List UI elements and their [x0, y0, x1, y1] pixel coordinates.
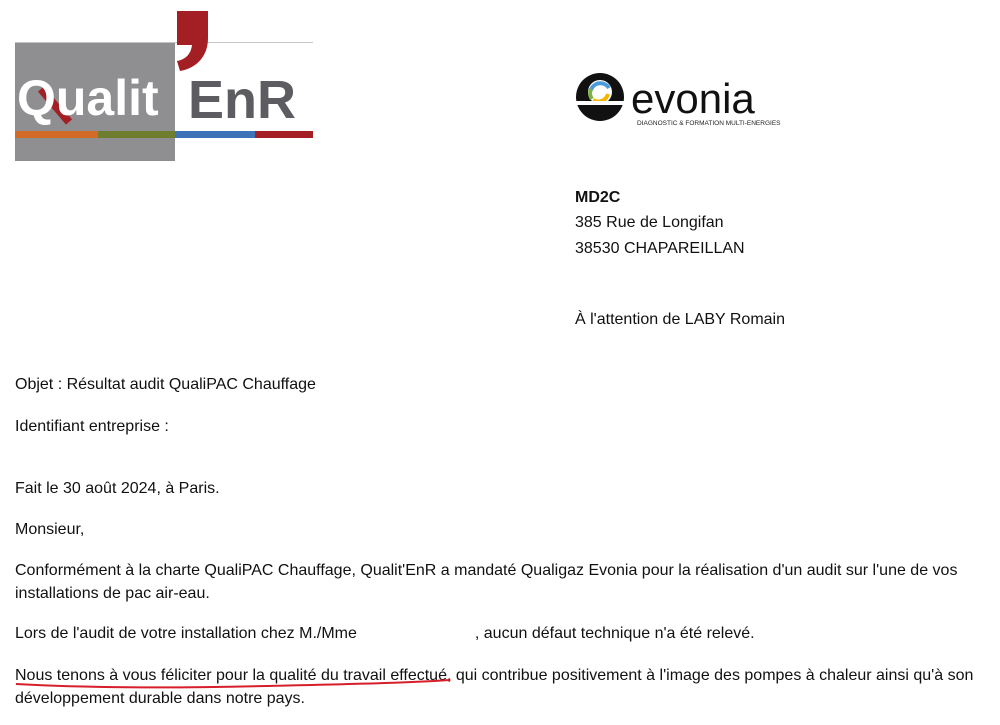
- qualitenr-logo-text-left: Qualit: [17, 70, 159, 126]
- letter-paragraph-3-highlight: Nous tenons à vous féliciter pour la qualité du travail effectué,: [15, 667, 452, 684]
- recipient-street: 385 Rue de Longifan: [575, 214, 724, 231]
- letter-paragraph-2-start: Lors de l'audit de votre installation chez M./Mme: [15, 625, 357, 642]
- letter-subject: Objet : Résultat audit QualiPAC Chauffage: [15, 376, 316, 393]
- evonia-logo: [573, 72, 788, 128]
- letter-paragraph-3: [15, 664, 985, 710]
- letter-salutation: Monsieur,: [15, 521, 85, 538]
- recipient-company: MD2C: [575, 189, 621, 206]
- qualitenr-logo: [15, 10, 313, 161]
- qualitenr-logo-text-right: EnR: [188, 70, 296, 130]
- evonia-logo-name: evonia: [631, 75, 755, 122]
- letter-paragraph-2: [15, 623, 755, 645]
- recipient-city: 38530 CHAPAREILLAN: [575, 240, 745, 257]
- letter-paragraph-3-highlight-wrap: [15, 664, 451, 687]
- letter-paragraph-1: Conformément à la charte QualiPAC Chauffage, Qualit'EnR a mandaté Qualigaz Evonia pour la réalisation d'un audit sur l'une de vos installations de pac air-eau.: [15, 562, 958, 602]
- recipient-attention: À l'attention de LABY Romain: [575, 311, 785, 328]
- letter-paragraph-2-end: , aucun défaut technique n'a été relevé.: [474, 625, 755, 642]
- letter-paragraph-3-rest: qui contribue positivement à l'image des pompes à chaleur ainsi qu'à son développement durable dans notre pays.: [15, 667, 974, 707]
- company-identifier-label: Identifiant entreprise :: [15, 418, 169, 435]
- evonia-logo-tagline: DIAGNOSTIC & FORMATION MULTI-ENERGIES: [637, 120, 781, 127]
- letter-date-place: Fait le 30 août 2024, à Paris.: [15, 480, 220, 497]
